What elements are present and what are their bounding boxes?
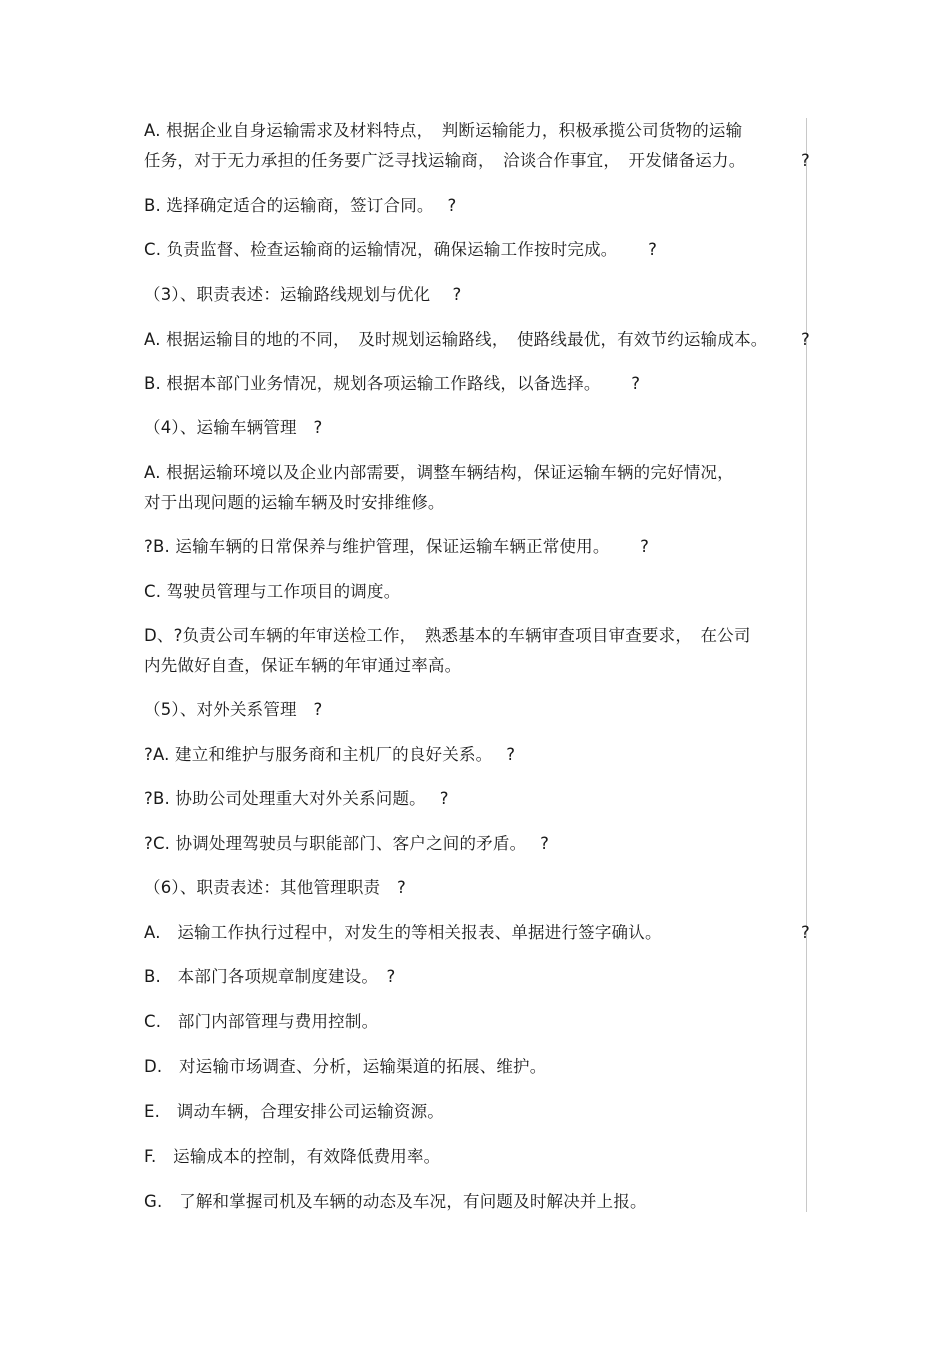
text-line: ?B. 协助公司处理重大对外关系问题。 ? bbox=[144, 789, 449, 808]
text-line: B. 选择确定适合的运输商，签订合同。 ? bbox=[144, 196, 457, 215]
text-line: A. 运输工作执行过程中，对发生的等相关报表、单据进行签字确认。 ? bbox=[144, 923, 810, 942]
text-line: D、?负责公司车辆的年审送检工作， 熟悉基本的车辆审查项目审查要求， 在公司 bbox=[144, 626, 751, 645]
text-line: C. 驾驶员管理与工作项目的调度。 bbox=[144, 582, 401, 601]
text-line: ?A. 建立和维护与服务商和主机厂的良好关系。 ? bbox=[144, 745, 516, 764]
text-line: F. 运输成本的控制，有效降低费用率。 bbox=[144, 1147, 441, 1166]
text-line: 内先做好自查，保证车辆的年审通过率高。 bbox=[144, 656, 462, 675]
section-heading: （6）、职责表述：其他管理职责 ? bbox=[144, 878, 406, 897]
text-line: A. 根据运输环境以及企业内部需要，调整车辆结构，保证运输车辆的完好情况， bbox=[144, 463, 734, 482]
page-right-border bbox=[806, 118, 807, 1212]
section-heading: （4）、运输车辆管理 ? bbox=[144, 418, 323, 437]
text-line: ?C. 协调处理驾驶员与职能部门、客户之间的矛盾。 ? bbox=[144, 834, 550, 853]
text-line: ?B. 运输车辆的日常保养与维护管理，保证运输车辆正常使用。 ? bbox=[144, 537, 650, 556]
text-line: G. 了解和掌握司机及车辆的动态及车况，有问题及时解决并上报。 bbox=[144, 1192, 647, 1211]
text-line: D. 对运输市场调查、分析，运输渠道的拓展、维护。 bbox=[144, 1057, 547, 1076]
text-line: 任务，对于无力承担的任务要广泛寻找运输商， 洽谈合作事宜， 开发储备运力。 ? bbox=[144, 151, 810, 170]
section-heading: （5）、对外关系管理 ? bbox=[144, 700, 323, 719]
text-line: A. 根据企业自身运输需求及材料特点， 判断运输能力，积极承揽公司货物的运输 bbox=[144, 121, 743, 140]
section-heading: （3）、职责表述：运输路线规划与优化 ? bbox=[144, 285, 462, 304]
text-line: C. 负责监督、检查运输商的运输情况，确保运输工作按时完成。 ? bbox=[144, 240, 658, 259]
text-line: A. 根据运输目的地的不同， 及时规划运输路线， 使路线最优，有效节约运输成本。 ? bbox=[144, 330, 810, 349]
text-line: B. 本部门各项规章制度建设。 ? bbox=[144, 967, 396, 986]
text-line: C. 部门内部管理与费用控制。 bbox=[144, 1012, 379, 1031]
text-line: 对于出现问题的运输车辆及时安排维修。 bbox=[144, 493, 445, 512]
text-line: E. 调动车辆，合理安排公司运输资源。 bbox=[144, 1102, 444, 1121]
text-line: B. 根据本部门业务情况，规划各项运输工作路线，以备选择。 ? bbox=[144, 374, 641, 393]
